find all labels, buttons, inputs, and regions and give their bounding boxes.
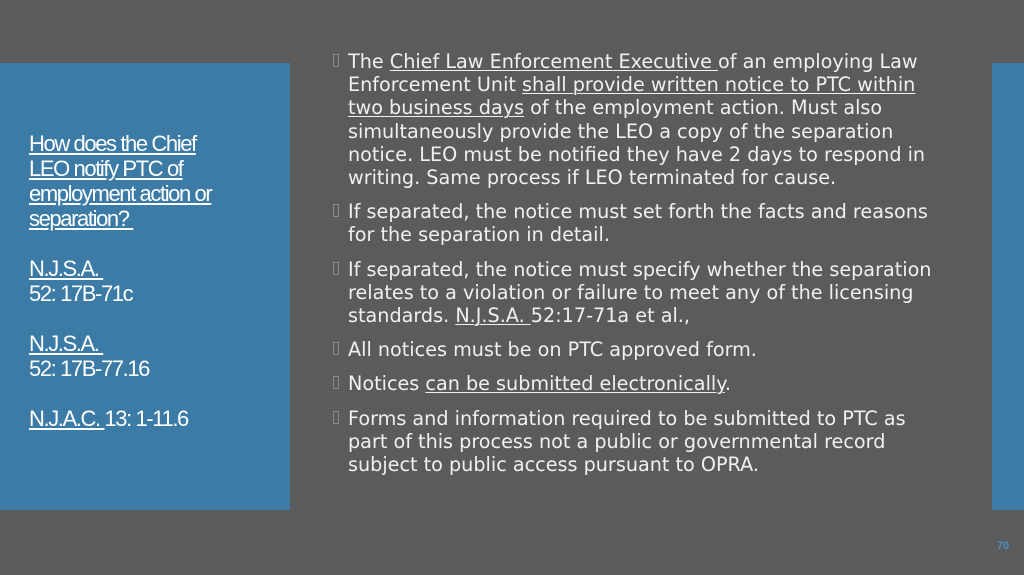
citation-number: 13: 1-11.6 (104, 406, 188, 431)
citation-number: 52: 17B-71c (29, 281, 133, 306)
bullet-marker-icon (333, 54, 339, 67)
bullet-text: of the employment action. Must also simultaneously provide the LEO a copy of the separation notice. LEO must be notified they have 2 days to respond in writing. Same process if LEO terminated for cause. (348, 96, 926, 190)
citation-link[interactable]: N.J.S.A. (29, 331, 104, 356)
citation-njac (29, 406, 279, 431)
accent-strip (992, 63, 1024, 510)
bullet-list (333, 50, 943, 487)
citation-link[interactable]: N.J.A.C. (29, 406, 105, 431)
question-line: separation? (29, 206, 134, 231)
hyperlink[interactable]: can be submitted electronically (425, 372, 725, 396)
bullet-marker-icon (333, 342, 339, 355)
question-line: employment action or (29, 181, 212, 206)
bullet-marker-icon (333, 262, 339, 275)
bullet-marker-icon (333, 411, 339, 424)
bullet-text: Forms and information required to be submitted to PTC as part of this process not a public or governmental record subject to public access pursuant to OPRA. (348, 406, 906, 477)
bullet-text: If separated, the notice must set forth the facts and reasons for the separation in detail. (348, 200, 928, 247)
bullet-item (333, 407, 943, 477)
bullet-item (333, 338, 943, 361)
bullet-text: 52:17-71a et al., (530, 304, 691, 328)
citation-link[interactable]: N.J.S.A. (29, 256, 104, 281)
bullet-text: . (724, 372, 731, 396)
bullet-item (333, 50, 943, 189)
hyperlink[interactable]: N.J.S.A. (455, 304, 531, 328)
hyperlink[interactable]: Chief Law Enforcement Executive (389, 50, 718, 73)
bullet-text: of an employing Law Enforcement Unit (348, 50, 918, 97)
hyperlink[interactable]: shall provide written notice to PTC within two business days (348, 73, 916, 120)
bullet-item (333, 200, 943, 246)
question-line: LEO notify PTC of (29, 156, 183, 181)
slide-title (29, 131, 279, 431)
bullet-text: Notices (348, 372, 426, 396)
question-line: How does the Chief (29, 131, 196, 156)
citation-number: 52: 17B-77.16 (29, 356, 150, 381)
bullet-text: If separated, the notice must specify whether the separation relates to a violation or failure to meet any of the licensing standards. (348, 257, 932, 328)
bullet-text: All notices must be on PTC approved form. (348, 338, 757, 362)
bullet-item (333, 258, 943, 328)
bullet-text: The (348, 50, 390, 73)
bullet-marker-icon (333, 204, 339, 217)
page-number: 70 (997, 540, 1010, 552)
citation-njsa-1 (29, 256, 279, 306)
citation-njsa-2 (29, 331, 279, 381)
bullet-marker-icon (333, 376, 339, 389)
bullet-item (333, 372, 943, 395)
